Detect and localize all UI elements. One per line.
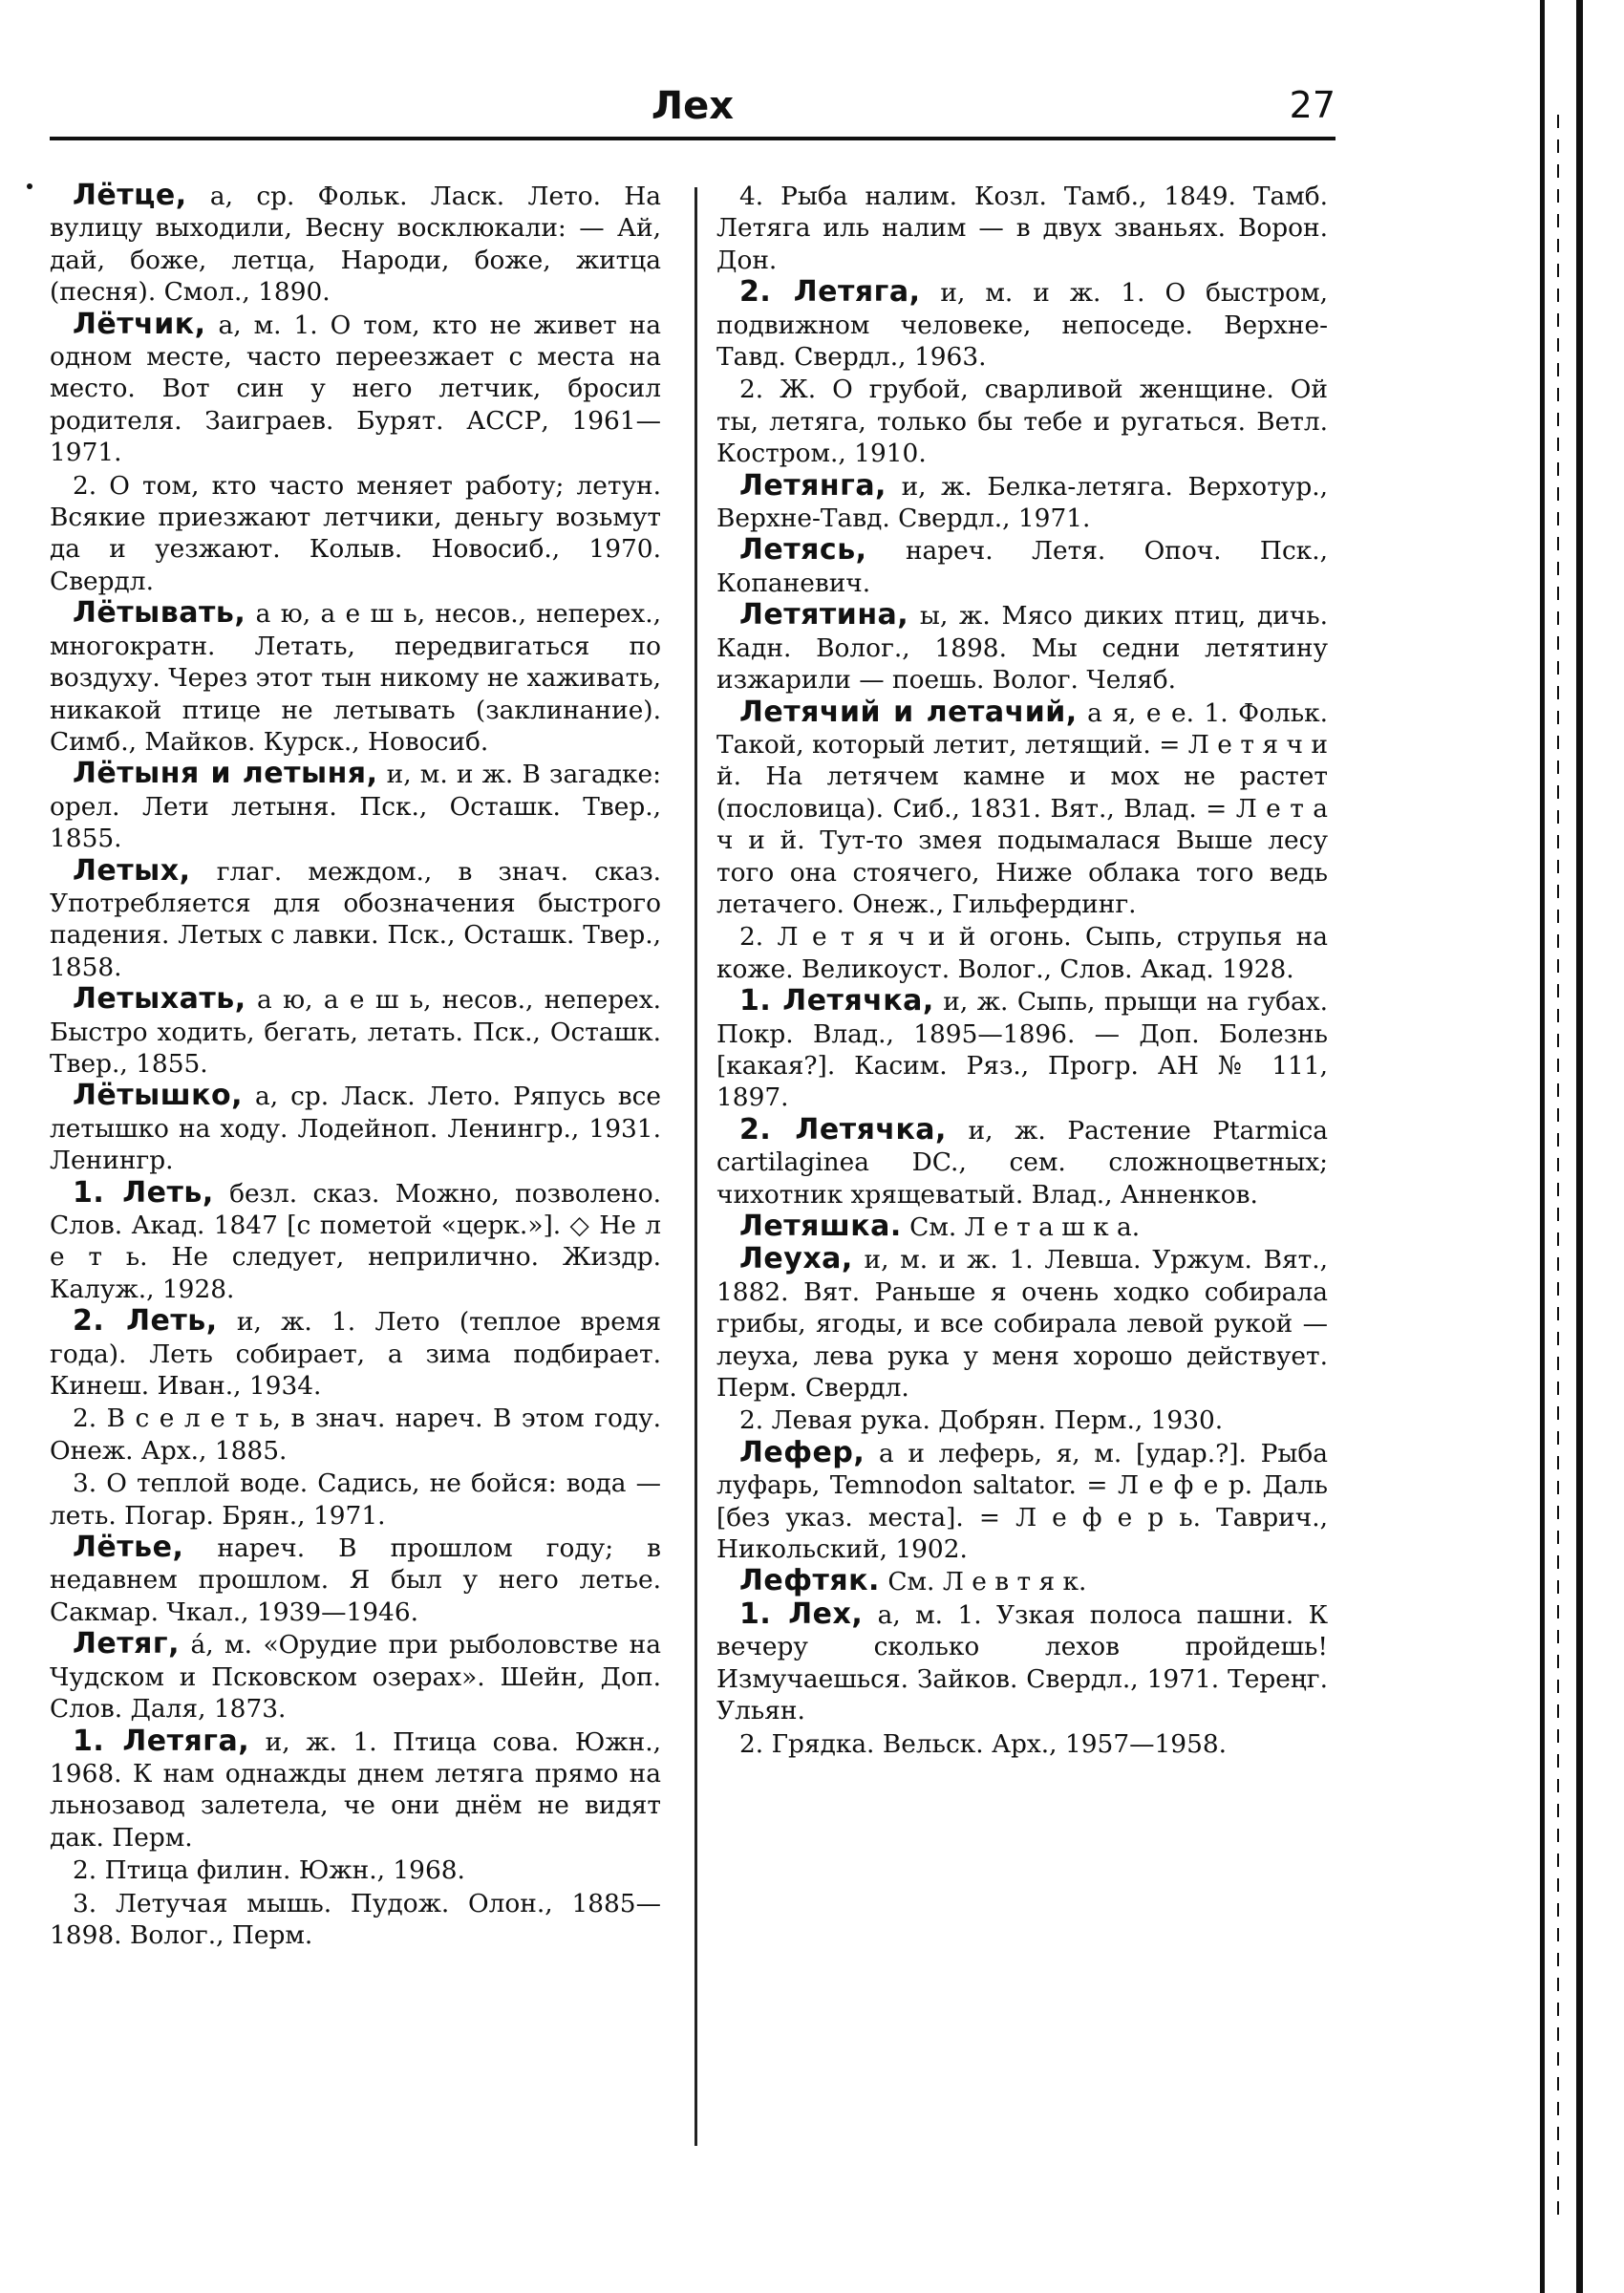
entry-body: а я, е е. 1. Фольк. Такой, который летит, летящий. = Л е т я ч и й. На летячем камне и мох не растет (пословица). Сиб., 1831. Вят., Влад. = Л е т а ч и й. Тут-то змея подымалася Выше лесу того она стоячего, Ниже облака того ведь летачего. Онеж., Гильфердинг.: [716, 697, 1328, 919]
dictionary-entry: [50, 758, 661, 854]
entry-headword: Лётчик,: [73, 307, 206, 341]
dictionary-entry: [716, 1211, 1328, 1243]
entry-headword: 2. Леть,: [73, 1304, 218, 1339]
entry-body: 4. Рыба налим. Козл. Тамб., 1849. Тамб. Летяга иль налим — в двух званьях. Ворон. Дон.: [716, 182, 1328, 275]
entry-body: и, ж. 1. Лето (теплое время года). Леть собирает, а зима подбирает. Кинеш. Иван., 1934.: [50, 1307, 661, 1402]
dictionary-entry: [716, 1437, 1328, 1566]
entry-headword: 1. Леть,: [73, 1175, 214, 1210]
entry-body: и, ж. Сыпь, прыщи на губах. Покр. Влад., 1895—1896. — Доп. Болезнь [какая?]. Касим. Ряз., Прогр. АН № 111, 1897.: [716, 987, 1328, 1113]
margin-mark: [27, 183, 32, 189]
entry-headword: Лётыня и летыня,: [73, 757, 378, 791]
entry-body: а и леферь, я, м. [удар.?]. Рыба луфарь, Temnodon saltator. = Л е ф е р. Даль [без указ. места]. = Л е ф е р ь. Таврич., Никольский, 1902.: [716, 1438, 1328, 1565]
entry-body: а ю, а е ш ь, несов., неперех., многократн. Летать, передвигаться по воздуху. Через этот тын никому не хаживать, никакой птице не летывать (заклинание). Симб., Майков. Курск., Новосиб.: [50, 599, 661, 757]
dictionary-entry: [50, 1725, 661, 1854]
dictionary-entry: [50, 1080, 661, 1176]
dictionary-entry: [716, 599, 1328, 696]
dictionary-entry: [716, 1243, 1328, 1404]
entry-headword: Летых,: [73, 853, 191, 888]
dictionary-entry: [716, 373, 1328, 469]
entry-body: См. Л е в т я к.: [879, 1567, 1087, 1597]
page-header: [50, 84, 1336, 134]
entry-body: 2. Л е т я ч и й огонь. Сыпь, струпья на коже. Великоуст. Волог., Слов. Акад. 1928.: [716, 922, 1328, 984]
entry-body: См. Л е т а ш к а.: [901, 1212, 1141, 1242]
dictionary-entry: [716, 920, 1328, 985]
entry-body: 3. Летучая мышь. Пудож. Олон., 1885—1898. Волог., Перм.: [50, 1888, 661, 1950]
entry-body: ы, ж. Мясо диких птиц, дичь. Кадн. Волог., 1898. Мы седни летятину изжарили — поешь. Волог. Челяб.: [716, 601, 1328, 696]
dictionary-entry: [716, 534, 1328, 599]
dictionary-entry: [50, 469, 661, 598]
entry-body: и, ж. Растение Ptarmica cartilaginea DC., сем. сложноцветных; чихотник хрящеватый. Влад., Анненков.: [716, 1115, 1328, 1210]
header-rule: [50, 137, 1336, 140]
entry-body: 2. В с е л е т ь, в знач. нареч. В этом году. Онеж. Арх., 1885.: [50, 1404, 661, 1466]
entry-headword: 1. Лех,: [739, 1597, 864, 1631]
entry-body: 2. Грядка. Вельск. Арх., 1957—1958.: [739, 1728, 1228, 1759]
entry-headword: Лефтяк.: [739, 1564, 880, 1598]
dictionary-entry: [50, 1305, 661, 1402]
entry-headword: 1. Летячка,: [739, 984, 934, 1018]
edge-bar: [1540, 0, 1545, 2293]
dictionary-entry: [50, 1854, 661, 1886]
dictionary-entry: [716, 180, 1328, 276]
right-column: [716, 180, 1328, 1760]
dictionary-entry: [716, 985, 1328, 1114]
left-column: [50, 180, 661, 1951]
entry-body: á, м. «Орудие при рыболовстве на Чудском и Псковском озерах». Шейн, Доп. Слов. Даля, 1873.: [50, 1630, 661, 1725]
edge-dash: [1557, 115, 1559, 2217]
edge-bar: [1576, 0, 1583, 2293]
dictionary-entry: [716, 1727, 1328, 1760]
dictionary-entry: [716, 276, 1328, 373]
entry-headword: Лётывать,: [73, 596, 246, 631]
dictionary-entry: [716, 1404, 1328, 1436]
entry-body: а, м. 1. О том, кто не живет на одном месте, часто переезжает с места на место. Вот син у него летчик, бросил родителя. Заиграев. Бурят. АССР, 1961—1971.: [50, 310, 661, 468]
dictionary-entry: [50, 1177, 661, 1306]
entry-body: и, ж. 1. Птица сова. Южн., 1968. К нам однажды днем летяга прямо на льнозавод залетела, че они днём не видят дак. Перм.: [50, 1726, 661, 1853]
entry-body: а, ср. Фольк. Ласк. Лето. На вулицу выходили, Весну восклюкали: — Ай, дай, боже, летца, Народи, боже, житца (песня). Смол., 1890.: [50, 182, 661, 308]
entry-headword: Летячий и летачий,: [739, 695, 1078, 729]
dictionary-entry: [50, 309, 661, 469]
dictionary-entry: [50, 1628, 661, 1725]
entry-body: и, м. и ж. 1. Левша. Уржум. Вят., 1882. Вят. Раньше я очень ходко собирала грибы, ягоды, и все собирала левой рукой — леуха, лева рука у меня хорошо действует. Перм. Свердл.: [716, 1245, 1328, 1404]
dictionary-entry: [50, 597, 661, 758]
entry-body: безл. сказ. Можно, позволено. Слов. Акад. 1847 [с пометой «церк.»]. ◇ Не л е т ь. Не следует, неприлично. Жиздр. Калуж., 1928.: [50, 1178, 661, 1304]
entry-body: нареч. В прошлом году; в недавнем прошлом. Я был у него летье. Сакмар. Чкал., 1939—1946.: [50, 1533, 661, 1627]
dictionary-entry: [716, 1114, 1328, 1211]
dictionary-entry: [716, 1565, 1328, 1597]
entry-headword: Летяг,: [73, 1627, 180, 1661]
entry-headword: Леуха,: [739, 1242, 853, 1276]
dictionary-entry: [50, 180, 661, 309]
entry-headword: Лётье,: [73, 1531, 184, 1565]
dictionary-entry: [716, 470, 1328, 535]
entry-headword: Летянга,: [739, 468, 887, 503]
entry-headword: Летясь,: [739, 533, 867, 568]
entry-body: 2. Левая рука. Добрян. Перм., 1930.: [739, 1405, 1224, 1436]
entry-body: а, м. 1. Узкая полоса пашни. К вечеру сколько лехов пройдешь! Измучаешься. Зайков. Свердл., 1971. Тереңг. Ульян.: [716, 1599, 1328, 1726]
entry-body: глаг. междом., в знач. сказ. Употребляется для обозначения быстрого падения. Летых с лавки. Пск., Осташк. Твер., 1858.: [50, 856, 661, 982]
dictionary-entry: [716, 696, 1328, 921]
dictionary-entry: [50, 1402, 661, 1467]
entry-headword: 1. Летяга,: [73, 1724, 250, 1758]
entry-body: и, м. и ж. В загадке: орел. Лети летыня. Пск., Осташк. Твер., 1855.: [50, 760, 661, 854]
page-number: 27: [1289, 84, 1336, 126]
entry-body: и, м. и ж. 1. О быстром, подвижном человеке, непоседе. Верхне-Тавд. Свердл., 1963.: [716, 278, 1328, 373]
dictionary-entry: [50, 1467, 661, 1532]
dictionary-entry: [50, 983, 661, 1080]
entry-headword: Лефер,: [739, 1435, 865, 1469]
entry-headword: Летятина,: [739, 598, 909, 632]
entry-headword: Летыхать,: [73, 982, 246, 1017]
entry-body: 2. О том, кто часто меняет работу; летун. Всякие приезжают летчики, деньгу возьмут да и уезжают. Колыв. Новосиб., 1970. Свердл.: [50, 470, 661, 596]
dictionary-entry: [50, 855, 661, 984]
entry-headword: Лётышко,: [73, 1079, 244, 1113]
dictionary-entry: [50, 1532, 661, 1628]
column-divider: [694, 187, 697, 2146]
running-headword: Лех: [651, 84, 735, 128]
entry-body: и, ж. Белка-летяга. Верхотур., Верхне-Тавд. Свердл., 1971.: [716, 471, 1328, 534]
entry-body: нареч. Летя. Опоч. Пск., Копаневич.: [716, 536, 1328, 598]
entry-body: а, ср. Ласк. Лето. Ряпусь все летышко на ходу. Лодейноп. Ленингр., 1931. Ленингр.: [50, 1082, 661, 1176]
page-edge-scan-border: [1540, 0, 1597, 2293]
entry-body: а ю, а е ш ь, несов., неперех. Быстро ходить, бегать, летать. Пск., Осташк. Твер., 1855.: [50, 985, 661, 1079]
dictionary-entry: [716, 1598, 1328, 1727]
entry-body: 3. О теплой воде. Садись, не бойся: вода — леть. Погар. Брян., 1971.: [50, 1468, 661, 1531]
entry-body: 2. Птица филин. Южн., 1968.: [73, 1855, 465, 1886]
entry-headword: Летяшка.: [739, 1210, 902, 1243]
entry-headword: Лётце,: [73, 180, 187, 212]
entry-headword: 2. Летяга,: [739, 275, 921, 310]
dictionary-entry: [50, 1887, 661, 1952]
entry-headword: 2. Летячка,: [739, 1112, 947, 1146]
entry-body: 2. Ж. О грубой, сварливой женщине. Ой ты, летяга, только бы тебе и ругаться. Ветл. Костром., 1910.: [716, 375, 1328, 469]
